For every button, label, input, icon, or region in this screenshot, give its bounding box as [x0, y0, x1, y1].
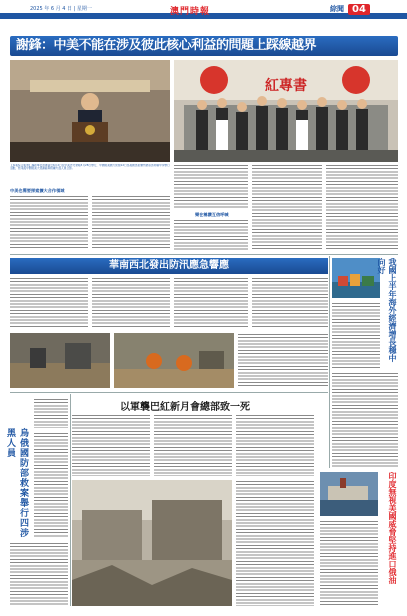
side2-body-bottom: [10, 542, 68, 606]
side3-body: [320, 520, 378, 606]
lead-body-col-5: [326, 164, 398, 250]
section-label: 綜聞: [330, 5, 344, 13]
divider-horizontal-1: [10, 254, 398, 255]
story2-headline-bar: [10, 258, 328, 274]
lead-body-col-3b: [174, 219, 248, 250]
divider-horizontal-2: [10, 392, 328, 393]
story3-headline: 以軍襲巴紅新月會總部致一死: [120, 402, 250, 413]
section-tag: [330, 3, 370, 15]
side2-body-top: [34, 398, 68, 428]
lead-body-col-4: [252, 164, 322, 250]
lead-photo-podium: [10, 60, 170, 162]
story2-photo-1: [10, 333, 110, 388]
side1-photo: [332, 258, 380, 298]
lead-body-col-2: [92, 195, 170, 250]
story2-photo-2: [114, 333, 234, 388]
lead-headline: 謝鋒：中美不能在涉及彼此核心利益的問題上踩線越界: [16, 38, 317, 53]
side2-headline: 烏俄國防部救案舉行四涉黑人員: [5, 428, 28, 538]
story2-body-col-4: [252, 277, 328, 329]
masthead-paper-name: 澳門時報: [170, 7, 211, 17]
lead-photo-caption: 【本報綜合報道】據新華社香港消息6月2日在中美外交會晤5月28日舉行，中國駐美國大使館12日為美國馬里蘭州蒙哥馬利縣中學舉行活動，結束後中國駐美大使謝鋒與相關方面人員合影。: [10, 164, 170, 171]
side3-headline: 印度無視美國威脅堅持進口俄油: [388, 472, 397, 584]
side2-body-mid: [34, 432, 68, 538]
masthead: [0, 0, 407, 24]
divider-vertical-left: [70, 394, 71, 606]
lead-subhead-2: 樂在稱讚互信呼喊: [195, 212, 229, 217]
lead-body-col-1: [10, 195, 88, 250]
story3-photo-rubble: [72, 480, 232, 606]
side1-body-2: [332, 372, 398, 468]
story3-body-col-3: [236, 414, 314, 476]
lead-subhead-1: 中美也需要探索擴大合作領域: [10, 188, 65, 193]
side1-body-1: [332, 302, 380, 368]
story3-body-col-2: [154, 414, 232, 476]
lead-body-col-3: [174, 164, 248, 208]
lead-headline-bar: [10, 36, 398, 56]
page-number: 04: [348, 4, 370, 15]
masthead-date: 2025 年 6 月 4 日 | 星期一: [30, 6, 92, 12]
divider-vertical-right: [329, 256, 330, 468]
story2-body-col-5: [238, 333, 328, 388]
lead-photo-group: [174, 60, 398, 162]
story3-body-col-1: [72, 414, 150, 476]
banner-text: 紅專書: [265, 78, 307, 94]
story3-body-col-4: [236, 480, 314, 606]
story2-body-col-1: [10, 277, 88, 329]
side3-photo: [320, 472, 378, 516]
side1-headline: 我國上半年海外經濟增長穩中向好: [377, 258, 397, 362]
story2-body-col-3: [174, 277, 248, 329]
story2-headline: 華南西北發出防汛應急響應: [109, 260, 229, 271]
story2-body-col-2: [92, 277, 170, 329]
